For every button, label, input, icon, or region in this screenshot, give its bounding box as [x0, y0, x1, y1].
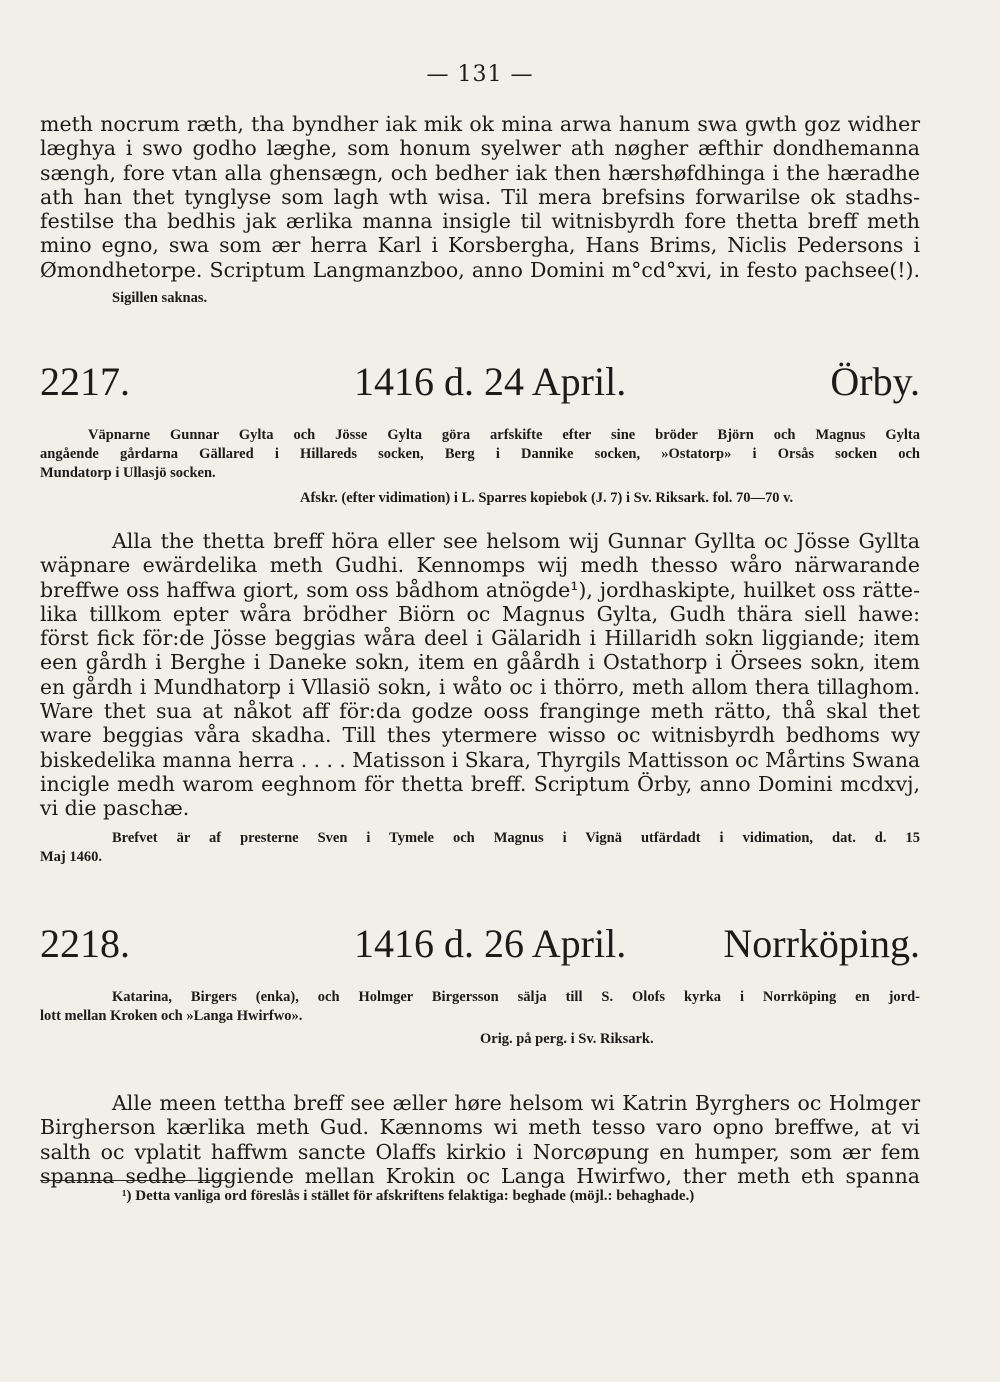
footnote-rule: [40, 1180, 230, 1181]
entry-summary: [40, 988, 920, 1026]
text-line: wäpnare ewärdelika meth Gudhi. Kennomps wij medh thesso wåro närwarande: [40, 553, 920, 578]
entry-note: [40, 829, 920, 867]
entry-source: Orig. på perg. i Sv. Riksark.: [480, 1031, 654, 1047]
entry-text: [40, 1091, 920, 1188]
summary-line: lott mellan Kroken och »Langa Hwirfwo».: [40, 1008, 303, 1024]
entry-source: Afskr. (efter vidimation) i L. Sparres kopiebok (J. 7) i Sv. Riksark. fol. 70—70 v.: [300, 490, 794, 506]
entry-summary: [40, 426, 920, 483]
text-line: biskedelika manna herra . . . . Matisson i Skara, Thyrgils Mattisson oc Mårtins Swana: [40, 747, 920, 772]
entry-date: 1416 d. 26 April.: [354, 921, 627, 966]
note-line: Maj 1460.: [40, 849, 103, 865]
footnote: ¹) Detta vanliga ord föreslås i stället för afskriftens felaktiga: beghade (möjl.: behaghade.): [122, 1188, 695, 1204]
page-number: — 131 —: [426, 62, 534, 87]
summary-line: Mundatorp i Ullasjö socken.: [40, 465, 216, 481]
summary-line: angående gårdarna Gällared i Hillareds socken, Berg i Dannike socken, »Ostatorp» i Orsås socken och: [40, 446, 920, 462]
continuation-text: [40, 112, 920, 282]
text-line: breffwe oss haffwa giort, som oss bådhom atnögde¹), jordhaskipte, huilket oss rätte-: [40, 577, 920, 602]
entry-place: Norrköping.: [723, 921, 920, 966]
text-line: lika tillkom epter wåra brödher Biörn oc Magnus Gylta, Gudh thära siell hawe:: [40, 601, 920, 626]
text-line: Ømondhetorpe. Scriptum Langmanzboo, anno Domini m°cd°xvi, in festo pachsee(!).: [40, 257, 920, 282]
entry-number: 2217.: [40, 359, 130, 404]
text-line: vi die paschæ.: [40, 796, 190, 821]
entry-text: [40, 529, 920, 821]
entry-number: 2218.: [40, 921, 130, 966]
text-line: ware beggias våra skadha. Till thes ytermere wisso oc witnisbyrdh bedhoms wy: [40, 723, 920, 748]
text-line: mino egno, swa som ær herra Karl i Korsbergha, Hans Brims, Niclis Pedersons i: [40, 233, 920, 258]
text-line: ath han thet tynglyse som lagh wth wisa. Til mera brefsins forwarilse ok stadhs-: [40, 184, 920, 209]
entry-header: [40, 360, 920, 404]
text-line: læghya i swo godho læghe, som honum syelwer ath nøgher æfthir dondhemanna: [40, 136, 920, 161]
entry-date: 1416 d. 24 April.: [354, 359, 627, 404]
text-line: Birgherson kærlika meth Gud. Kænnoms wi meth tesso varo opno breffwe, at vi: [40, 1115, 920, 1140]
text-line: incigle medh warom eeghnom för thetta breff. Scriptum Örby, anno Domini mcdxvj,: [40, 771, 920, 796]
text-line: een gårdh i Berghe i Daneke sokn, item en gåårdh i Ostathorp i Örsees sokn, item: [40, 650, 920, 675]
text-line: spanna sedhe liggiende mellan Krokin oc Langa Hwirfwo, ther meth eth spanna: [40, 1163, 920, 1188]
text-line: Ware thet sua at nåkot aff för:da godze ooss franginge meth rätto, thå skal thet: [40, 699, 920, 724]
summary-line: Katarina, Birgers (enka), och Holmger Birgersson sälja till S. Olofs kyrka i Norrköping en jord-: [112, 989, 920, 1005]
entry-place: Örby.: [830, 359, 920, 404]
text-line: Alla the thetta breff höra eller see helsom wij Gunnar Gyllta oc Jösse Gyllta: [112, 529, 920, 553]
text-line: meth nocrum ræth, tha byndher iak mik ok mina arwa hanum swa gwth goz widher: [40, 112, 920, 136]
entry-header: [40, 922, 920, 966]
note-line: Brefvet är af presterne Sven i Tymele och Magnus i Vignä utfärdadt i vidimation, dat. d. 15: [112, 830, 920, 846]
text-line: Alle meen tettha breff see æller høre helsom wi Katrin Byrghers oc Holmger: [112, 1091, 920, 1115]
text-line: först fick för:de Jösse beggias wåra deel i Gälaridh i Hillaridh sokn liggiande; item: [40, 626, 920, 651]
text-line: festilse tha bedhis jak ærlika manna insigle til witnisbyrdh fore thetta breff meth: [40, 209, 920, 234]
seal-note: Sigillen saknas.: [112, 290, 208, 306]
text-line: salth oc vplatit haffwm sancte Olaffs kirkio i Norcøpung en humper, som ær fem: [40, 1139, 920, 1164]
summary-line: Väpnarne Gunnar Gylta och Jösse Gylta göra arfskifte efter sine bröder Björn och Magnus Gylta: [88, 427, 920, 443]
text-line: sængh, fore vtan alla ghensægn, och bedher iak then hærshøfdhinga i the hæradhe: [40, 160, 920, 185]
text-line: en gårdh i Mundhatorp i Vllasiö sokn, i wåto oc i thörro, meth allom thera tillaghom.: [40, 674, 920, 699]
